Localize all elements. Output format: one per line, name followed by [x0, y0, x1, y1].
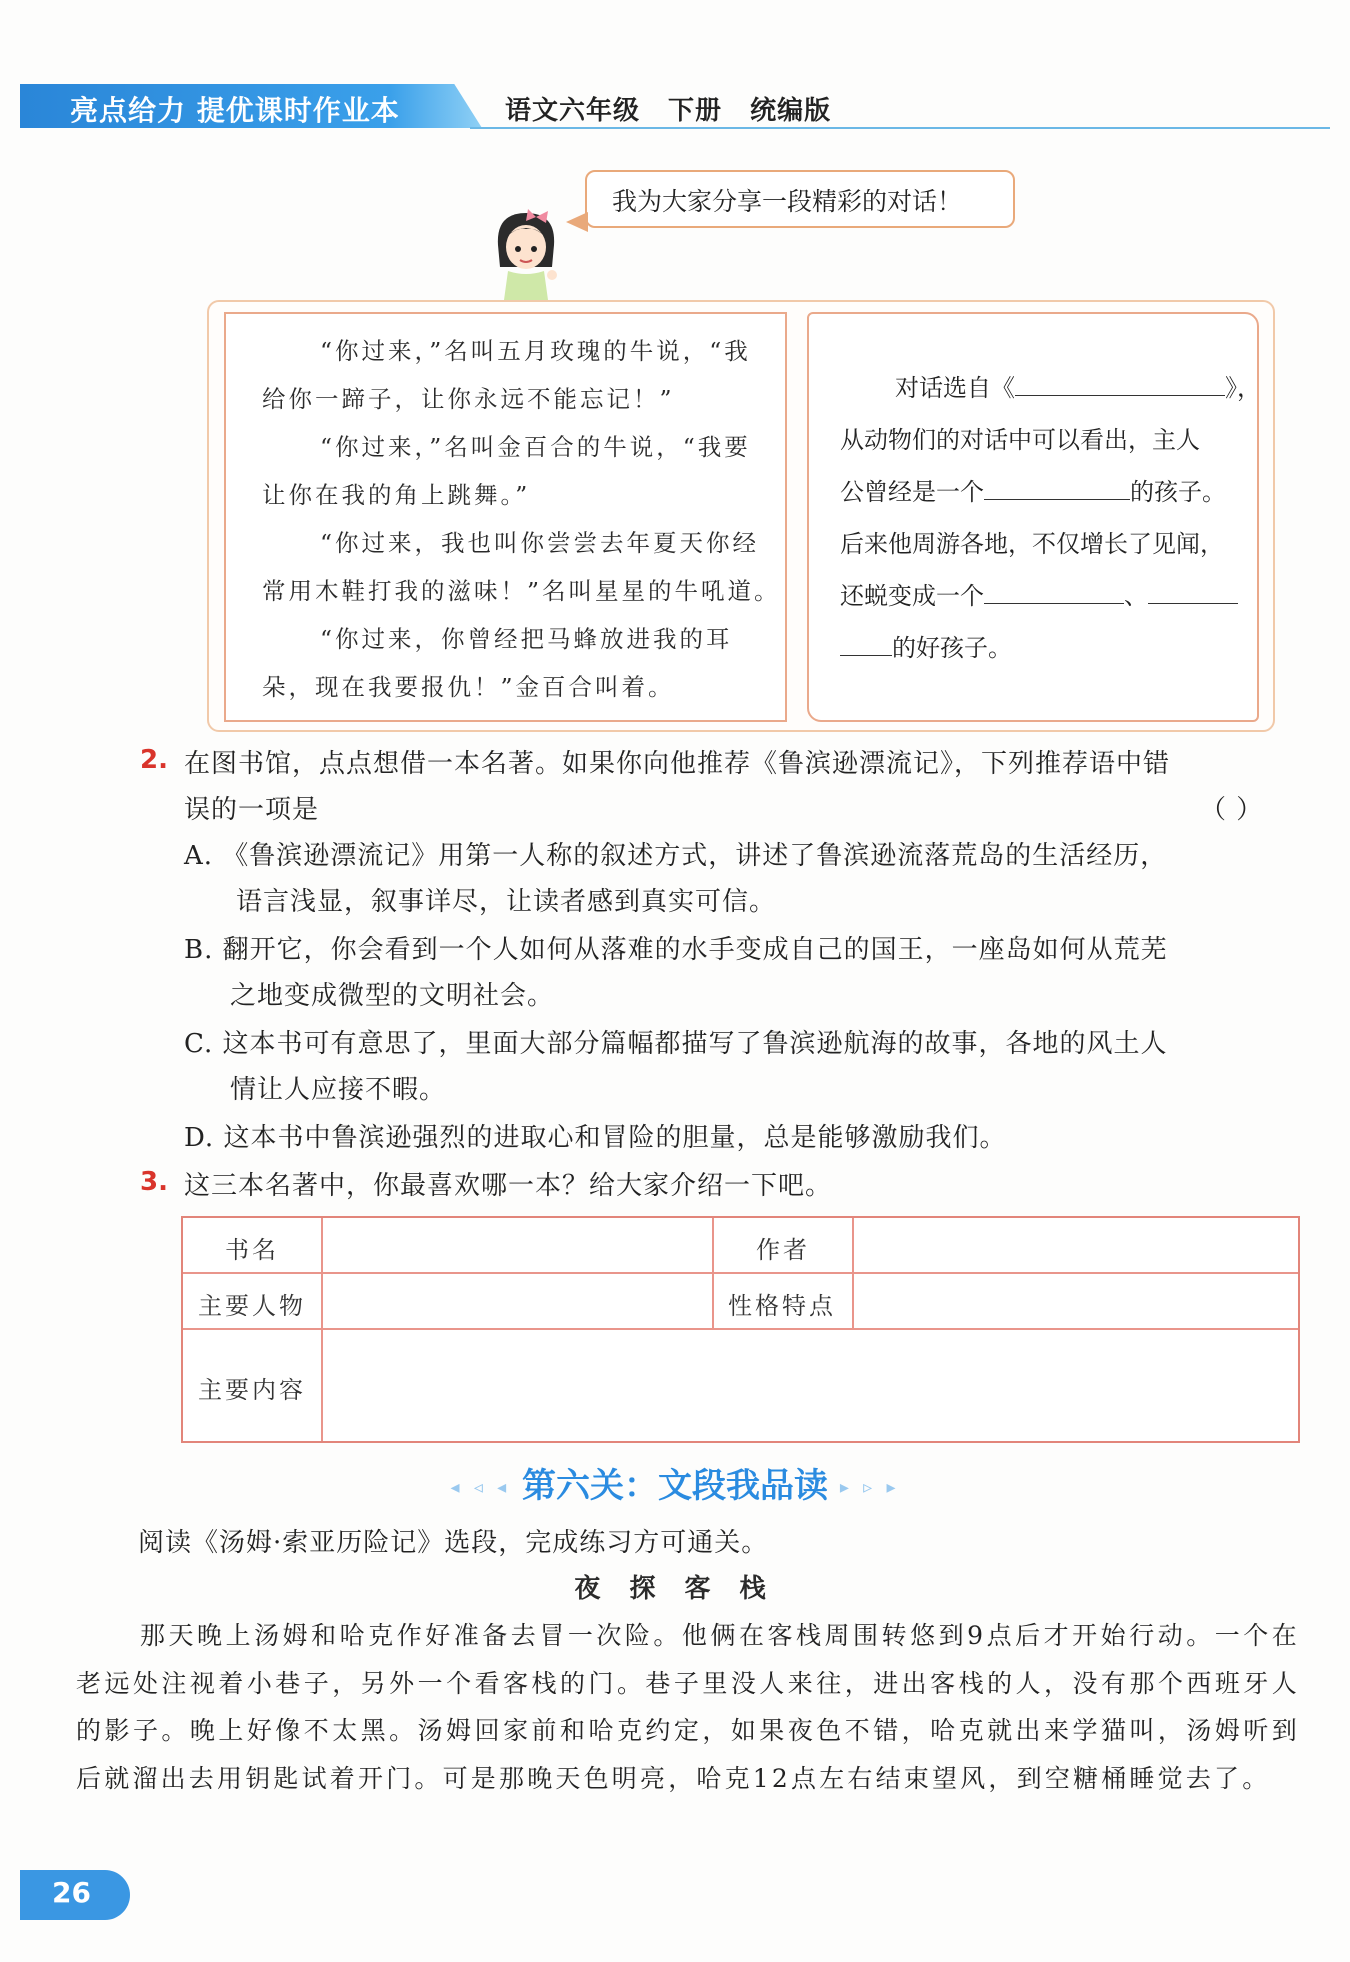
answer-blank[interactable]	[984, 472, 1130, 500]
dialogue-line: “你过来，你曾经把马蜂放进我的耳	[320, 625, 733, 653]
option-d[interactable]: D. 这本书中鲁滨逊强烈的进取心和冒险的胆量，总是能够激励我们。	[184, 1123, 1007, 1153]
answer-parentheses[interactable]: （ ）	[1200, 795, 1264, 825]
option-c[interactable]: C. 这本书可有意思了，里面大部分篇幅都描写了鲁滨逊航海的故事，各地的风土人	[184, 1029, 1168, 1059]
table-header-traits: 性格特点	[728, 1292, 836, 1320]
question-2-stem: 在图书馆，点点想借一本名著。如果你向他推荐《鲁滨逊漂流记》，下列推荐语中错	[184, 749, 1171, 779]
dialogue-line: “你过来，”名叫金百合的牛说，“我要	[320, 433, 751, 461]
fill-line-1	[895, 362, 1261, 414]
dialogue-line: 给你一蹄子，让你永远不能忘记！”	[262, 385, 675, 413]
answer-blank[interactable]	[840, 628, 892, 656]
fill-text: 的孩子。	[1130, 478, 1226, 506]
dialogue-line: “你过来，我也叫你尝尝去年夏天你经	[320, 529, 760, 557]
option-a[interactable]: A. 《鲁滨逊漂流记》用第一人称的叙述方式，讲述了鲁滨逊流落荒岛的生活经历，	[184, 841, 1168, 871]
table-header-author: 作者	[756, 1236, 810, 1264]
fill-line-4: 后来他周游各地，不仅增长了见闻，	[840, 530, 1224, 558]
table-header-main-character: 主要人物	[198, 1292, 306, 1320]
table-rule	[321, 1218, 323, 1441]
table-rule	[852, 1218, 854, 1328]
fill-line-3	[840, 466, 1226, 518]
table-rule	[183, 1272, 1298, 1274]
fill-text: 》，	[1225, 374, 1261, 402]
table-header-main-content: 主要内容	[198, 1376, 306, 1404]
dialogue-line: “你过来，”名叫五月玫瑰的牛说，“我	[320, 337, 751, 365]
main-content-input[interactable]	[325, 1332, 1296, 1440]
fill-text: 公曾经是一个	[840, 478, 984, 506]
page-number: 26	[52, 1876, 91, 1909]
speech-bubble-text: 我为大家分享一段精彩的对话！	[612, 187, 963, 216]
answer-blank[interactable]	[1015, 368, 1225, 396]
option-a-cont: 语言浅显，叙事详尽，让读者感到真实可信。	[236, 887, 777, 917]
option-b-cont: 之地变成微型的文明社会。	[230, 981, 555, 1011]
fill-line-5	[840, 570, 1238, 622]
header-title: 亮点给力 提优课时作业本	[70, 94, 400, 127]
dialogue-line: 常用木鞋打我的滋味！”名叫星星的牛吼道。	[262, 577, 781, 605]
main-character-input[interactable]	[325, 1276, 709, 1326]
header-subtitle: 语文六年级 下册 统编版	[505, 96, 832, 126]
speech-bubble-tail	[566, 212, 588, 232]
fill-text: 的好孩子。	[892, 634, 1012, 662]
fill-line-2: 从动物们的对话中可以看出，主人	[840, 426, 1200, 454]
girl-illustration	[486, 205, 566, 300]
answer-blank[interactable]	[984, 576, 1124, 604]
passage-title: 夜 探 客 栈	[574, 1574, 776, 1604]
table-rule	[183, 1328, 1298, 1330]
dialogue-line: 让你在我的角上跳舞。”	[262, 481, 531, 509]
fill-text: 对话选自《	[895, 374, 1015, 402]
question-2-number: 2.	[140, 745, 168, 775]
book-name-input[interactable]	[325, 1222, 709, 1270]
level-heading	[0, 1458, 1350, 1507]
reading-passage: 那天晚上汤姆和哈克作好准备去冒一次险。他俩在客栈周围转悠到9点后才开始行动。一个在老远处注视着小巷子，另外一个看客栈的门。巷子里没人来往，进出客栈的人，没有那个西班牙人的影子。晚上好像不太黑。汤姆回家前和哈克约定，如果夜色不错，哈克就出来学猫叫，汤姆听到后就溜出去用钥匙试着开门。可是那晚天色明亮，哈克12点左右结束望风，到空糖桶睡觉去了。	[76, 1621, 1300, 1793]
traits-input[interactable]	[856, 1276, 1296, 1326]
fill-text: 还蜕变成一个	[840, 582, 984, 610]
answer-blank[interactable]	[1148, 576, 1238, 604]
option-c-cont: 情让人应接不暇。	[230, 1075, 447, 1105]
table-rule	[712, 1218, 714, 1328]
reading-instruction: 阅读《汤姆·索亚历险记》选段，完成练习方可通关。	[138, 1528, 769, 1558]
option-b[interactable]: B. 翻开它，你会看到一个人如何从落难的水手变成自己的国王，一座岛如何从荒芜	[184, 935, 1168, 965]
left-arrows-icon: ◂ ◃ ◂	[450, 1477, 511, 1498]
question-2-stem: 误的一项是	[184, 795, 320, 825]
question-3-stem: 这三本名著中，你最喜欢哪一本？给大家介绍一下吧。	[184, 1171, 833, 1201]
question-3-number: 3.	[140, 1167, 168, 1197]
header-divider	[470, 127, 1330, 129]
right-arrows-icon: ▸ ▹ ▸	[839, 1477, 900, 1498]
dialogue-line: 朵，现在我要报仇！”金百合叫着。	[262, 673, 675, 701]
level-title: 第六关：文段我品读	[522, 1466, 828, 1506]
table-header-book-name: 书名	[225, 1236, 279, 1264]
fill-text: 、	[1124, 582, 1148, 610]
author-input[interactable]	[856, 1222, 1296, 1270]
fill-line-6	[840, 622, 1012, 674]
